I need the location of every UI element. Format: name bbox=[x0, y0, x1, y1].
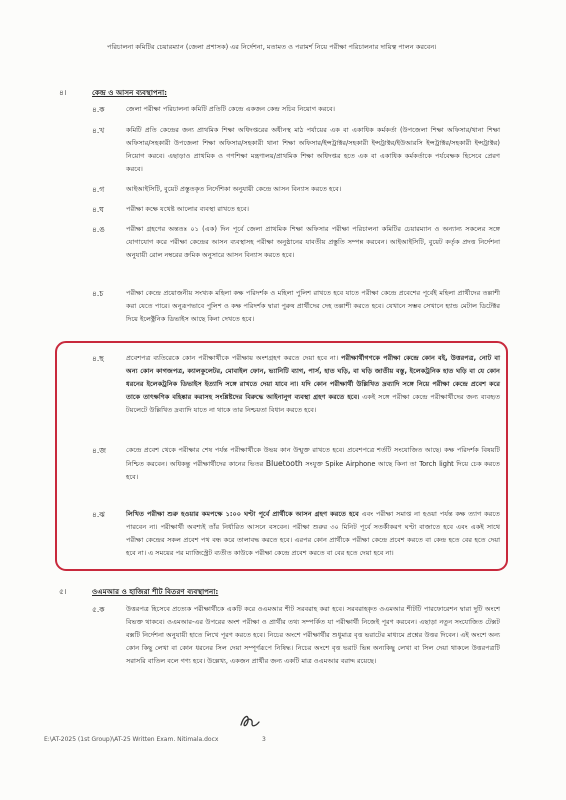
item-4ga-number: ৪.গ bbox=[92, 185, 105, 194]
item-4cha-bold-text: পরীক্ষার্থীগণকে পরীক্ষা কেন্দ্রে কোন বই, উত্তরপত্র, নোট বা অন্য কোন কাগজপত্র, ক্যালকুলেটর, মোবাইল ফোন, ভ্যানিটি ব্যাগ, পার্স, হাত ঘড়ি, বা ঘড়ি জাতীয় বস্তু, ইলেকট্রনিক হাত ঘড়ি বা যে কোন ধরনের ইলেকট্রনিক ডিভাইস ইত্যাদি সঙ্গে রাখতে দেয়া যাবে না। যদি কোন পরীক্ষার্থী উল্লিখিত দ্রব্যাদি সঙ্গে নিয়ে পরীক্ষা কেন্দ্রে প্রবেশ করে তাকে তাৎক্ষণিক বহিষ্কার করাসহ সংশ্লিষ্টদের বিরুদ্ধে আইনানুগ ব্যবস্থা গ্রহণ করতে হবে। bbox=[126, 354, 500, 401]
item-4cha-text-a: প্রবেশপত্র ব্যতিরেকে কোন পরীক্ষার্থীকে পরীক্ষায় অংশগ্রহণ করতে দেয়া হবে না। bbox=[126, 354, 342, 362]
item-4ja-bluetooth: Bluetooth bbox=[265, 459, 303, 468]
item-4kha-text: কমিটি প্রতি কেন্দ্রের জন্য প্রাথমিক শিক্ষা অধিদপ্তরের অধীনস্থ মাঠ পর্যায়ের এক বা একাধিক কর্মকর্তা (উপজেলা শিক্ষা অফিসার/থানা শিক্ষা অফিসার/সহকারী উপজেলা শিক্ষা অফিসার/সহকারী থানা শিক্ষা অফিসার/ইন্সট্রাক্টর/সহকারী ইন্সট্রাক্টর/ইউআরসি ইন্সট্রাক্টর/সহকারী ইন্সট্রাক্টর) নিয়োগ করবে। এছাড়াও প্রাথমিক ও গণশিক্ষা মন্ত্রণালয়/প্রাথমিক শিক্ষা অধিদপ্তর হতে এক বা একাধিক কর্মকর্তাকে পর্যবেক্ষক হিসেবে প্রেরণ করবে। bbox=[126, 126, 500, 173]
signature-mark bbox=[238, 711, 262, 731]
item-4jha-bold-text: লিখিত পরীক্ষা শুরু হওয়ার কমপক্ষে ১:০০ ঘণ্টা পূর্বে প্রার্থীকে আসন গ্রহণ করতে হবে bbox=[126, 510, 359, 518]
item-4uma-number: ৪.ঙ bbox=[92, 225, 105, 234]
item-4cha-text-b: একই সঙ্গে পরীক্ষা কেন্দ্রে পরীক্ষার্থীদের জন্য ব্যবহৃত টয়লেটে উল্লিখিত দ্রব্যাদি যাতে না থাকে তার নিশ্চয়তা বিধান করতে হবে। bbox=[126, 393, 501, 414]
item-4ja-text-a: কেন্দ্রে প্রবেশ থেকে পরীক্ষার শেষ পর্যন্ত পরীক্ষার্থীকে উভয় কান উন্মুক্ত রাখতে হবে। প্রবেশপত্রে শর্তটি সংযোজিত আছে। কক্ষ পরিদর্শক বিষয়টি নিশ্চিত করবেন। অধিকন্তু পরীক্ষার্থীদের কানের ভিতর bbox=[126, 446, 500, 468]
item-5ka-text: উত্তরপত্র হিসেবে প্রত্যেক পরীক্ষার্থীকে একটি করে ওএমআর শীট সরবরাহ করা হবে। সরবরাহকৃত ওএমআর শীটটি পারফোরেশন দ্বারা দুটি অংশে বিভক্ত থাকবে। ওএমআর-এর উপরের অংশ পরীক্ষা ও প্রার্থীর তথ্য সম্পর্কিত যা পরীক্ষার্থী নিজেই পূরণ করবেন। এছাড়া নতুন সংযোজিত টেক্সট বক্সটি নির্দেশনা অনুযায়ী হাতে লিখে পূরণ করতে হবে। নিচের অংশে পরীক্ষার্থীর শুধুমাত্র বৃত্ত ভরাটের মাধ্যমে প্রশ্নের উত্তর দিবেন। এই অংশে অন্য কোন কিছু লেখা বা কোন ধরনের সিল দেয়া সম্পূর্ণরূপে নিষিদ্ধ। নিচের অংশে বৃত্ত ভরাট ভিন্ন অন্যকিছু লেখা বা সিল দেয়া থাকলে উত্তরপত্রটি সরাসরি বাতিল বলে গণ্য হবে। উল্লেখ্য, একজন প্রার্থীর জন্য একটি মাত্র ওএমআর বরাদ্দ রয়েছে। bbox=[126, 605, 500, 665]
item-4gha-number: ৪.ঘ bbox=[92, 205, 104, 214]
item-4cha-text bbox=[126, 352, 500, 417]
item-4ja-number: ৪.জ bbox=[92, 446, 106, 455]
footer-file-path: E:\AT-2025 (1st Group)\AT-25 Written Exam. Nitimala.docx bbox=[44, 736, 219, 743]
item-4jha-text-a: এবং পরীক্ষা সমাপ্ত না হওয়া পর্যন্ত কক্ষ ত্যাগ করতে পারবেন না। পরীক্ষার্থী অবশ্যই তাঁর নির্ধারিত আসনে বসবেন। পরীক্ষা শুরুর ৩০ মিনিট পূর্বে সতর্কীকরণ ঘণ্টা বাজাতে হবে এবং একই সাথে পরীক্ষা কেন্দ্রের সকল প্রবেশ পথ বন্ধ করে তালাবদ্ধ করতে হবে। এরপর কোন প্রার্থীকে পরীক্ষা কেন্দ্রে প্রবেশ করতে বা কেন্দ্র হতে বের হতে দেয়া হবে না। এ সময়ের পর ম্যাজিস্ট্রেট ব্যতীত কাউকে পরীক্ষা কেন্দ্রে প্রবেশ করতে বা বের হতে দেয়া হবে না। bbox=[126, 510, 500, 557]
item-4ga-text: আইআইসিটি, বুয়েট প্রস্তুতকৃত নির্দেশিকা অনুযায়ী কেন্দ্রে আসন বিন্যাস করতে হবে। bbox=[126, 185, 342, 193]
item-4jha-text bbox=[126, 508, 500, 560]
item-4ja-text bbox=[126, 444, 500, 484]
item-4ja-text-b: সংযুক্ত Spike Airphone আছে কিনা তা Torch light দিয়ে চেক করতে হবে। bbox=[126, 460, 500, 481]
section-5-heading: ওএমআর ও হাজিরা শীট বিতরণ ব্যবস্থাপনা: bbox=[92, 587, 219, 596]
section-4-number: ৪। bbox=[59, 88, 67, 97]
footer-page-number: 3 bbox=[262, 736, 266, 743]
item-4uma-text: পরীক্ষা গ্রহণের অন্ততঃ ০১ (এক) দিন পূর্বে জেলা প্রাথমিক শিক্ষা অফিসার পরীক্ষা পরিচালনা কমিটির চেয়ারম্যান ও অন্যান্য সকলের সঙ্গে যোগাযোগ করে পরীক্ষা কেন্দ্রের আসন ব্যবস্থাসহ পরীক্ষা অনুষ্ঠানের যাবতীয় প্রস্তুতি সম্পন্ন করবেন। আইআইসিটি, বুয়েট কর্তৃক প্রদত্ত নির্দেশনা অনুযায়ী রোল নম্বরের ক্রমিক অনুসারে আসন বিন্যাস করতে হবে। bbox=[126, 225, 500, 259]
item-4ca-number: ৪.চ bbox=[92, 289, 104, 298]
item-4ka-text: জেলা পরীক্ষা পরিচালনা কমিটি প্রতিটি কেন্দ্রে একজন কেন্দ্র সচিব নিয়োগ করবে। bbox=[126, 105, 336, 113]
intro-paragraph: পরিচালনা কমিটির চেয়ারম্যান (জেলা প্রশাসক) এর নির্দেশনা, মতামত ও পরামর্শ নিয়ে পরীক্ষা পরিচালনার দায়িত্ব পালন করবেন। bbox=[107, 43, 437, 51]
item-4ka-number: ৪.ক bbox=[92, 105, 105, 114]
item-4ca-text: পরীক্ষা কেন্দ্রে প্রয়োজনীয় সংখ্যক মহিলা কক্ষ পরিদর্শক ও মহিলা পুলিশ রাখতে হবে যাতে পরীক্ষা কেন্দ্রে প্রবেশের পূর্বেই মহিলা প্রার্থীদের তল্লাশী করা যেতে পারে। অনুরূপভাবে পুলিশ ও কক্ষ পরিদর্শক দ্বারা পুরুষ প্রার্থীদের দেহ তল্লাশী করতে হবে। যেখানে সম্ভব সেখানে হ্যান্ড মেটাল ডিটেক্টর দিয়ে ইলেক্ট্রনিক ডিভাইস আছে কিনা দেখতে হবে। bbox=[126, 289, 500, 323]
item-4jha-number: ৪.ঝ bbox=[92, 510, 105, 519]
item-5ka-number: ৫.ক bbox=[92, 605, 105, 614]
item-4kha-number: ৪.খ bbox=[92, 126, 105, 135]
section-4-heading: কেন্দ্র ও আসন ব্যবস্থাপনা: bbox=[92, 88, 168, 97]
item-4gha-text: পরীক্ষা কক্ষে যথেষ্ট আলোর ব্যবস্থা রাখতে হবে। bbox=[126, 205, 250, 213]
item-4cha-number: ৪.ছ bbox=[92, 354, 104, 363]
section-5-number: ৫। bbox=[59, 587, 67, 596]
